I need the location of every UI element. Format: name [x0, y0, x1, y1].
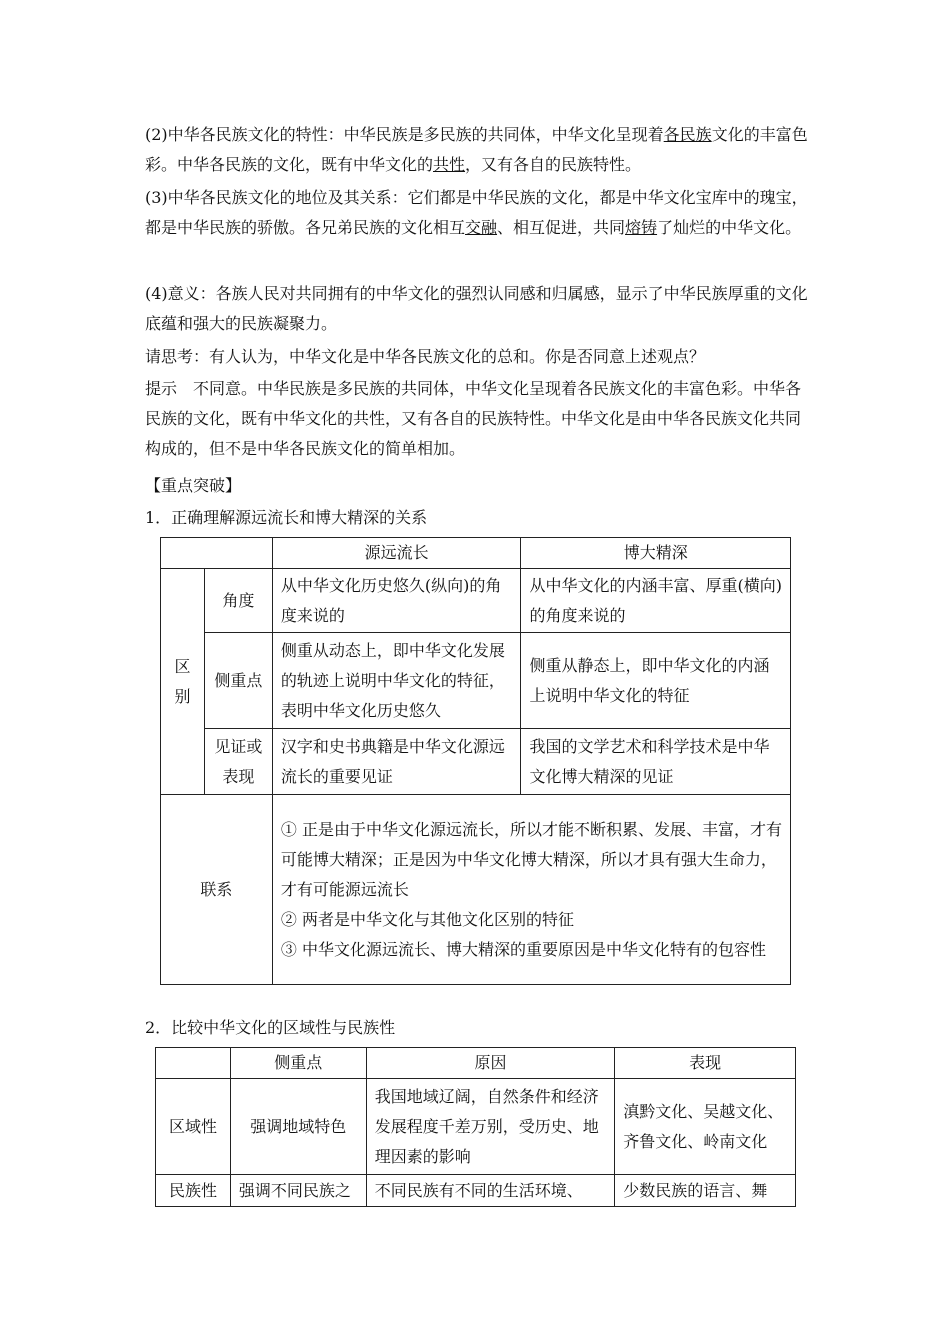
- row-label: 联系: [161, 795, 273, 985]
- table-cell: 少数民族的语言、舞: [615, 1175, 796, 1207]
- header-cell: 表现: [615, 1048, 796, 1079]
- link-cell: [272, 795, 790, 985]
- hint-paragraph: 提示 不同意。中华民族是多民族的共同体，中华文化呈现着各民族文化的丰富色彩。中华各民族的文化，既有中华文化的共性，又有各自的民族特性。中华文化是由中华各民族文化共同构成的，但不是中华各民族文化的简单相加。: [145, 379, 802, 458]
- row-label: 民族性: [156, 1175, 231, 1207]
- row-label: 角度: [204, 569, 272, 633]
- paragraph-status: [145, 183, 813, 243]
- table-row: [161, 569, 791, 633]
- group-label-char: 别: [174, 686, 191, 706]
- paragraph-significance: (4)意义：各族人民对共同拥有的中华文化的强烈认同感和归属感，显示了中华民族厚重的文化底蕴和强大的民族凝聚力。: [145, 284, 808, 333]
- table-cell: 汉字和史书典籍是中华文化源远流长的重要见证: [272, 729, 521, 795]
- table-cell: 不同民族有不同的生活环境、: [366, 1175, 615, 1207]
- link-item: ① 正是由于中华文化源远流长，所以才能不断积累、发展、丰富，才有可能博大精深；正是因为中华文化博大精深，所以才具有强大生命力，才有可能源远流长: [280, 819, 782, 899]
- table1-title: 1．正确理解源远流长和博大精深的关系: [145, 508, 428, 527]
- row-label: 区域性: [156, 1079, 231, 1175]
- header-cell: 博大精深: [521, 538, 791, 569]
- text-segment: ，又有各自的民族特性。: [465, 155, 642, 174]
- header-cell: 源远流长: [272, 538, 521, 569]
- table-header-row: [161, 538, 791, 569]
- empty-header-cell: [161, 538, 273, 569]
- row-label-line: 表现: [222, 766, 255, 786]
- link-item: ③ 中华文化源远流长、博大精深的重要原因是中华文化特有的包容性: [280, 939, 766, 959]
- table-row: [161, 633, 791, 729]
- table-header-row: [156, 1048, 796, 1079]
- row-label-line: 见证或: [214, 736, 263, 756]
- table-cell: 侧重从静态上，即中华文化的内涵上说明中华文化的特征: [521, 633, 791, 729]
- table-cell: 从中华文化的内涵丰富、厚重(横向)的角度来说的: [521, 569, 791, 633]
- paragraph-characteristics: [145, 120, 813, 180]
- think-question: 请思考：有人认为，中华文化是中华各民族文化的总和。你是否同意上述观点？: [145, 347, 706, 366]
- underlined-term: 熔铸: [625, 218, 658, 237]
- table-row: [156, 1175, 796, 1207]
- table-row: [156, 1079, 796, 1175]
- table-cell: 我国地域辽阔，自然条件和经济发展程度千差万别，受历史、地理因素的影响: [366, 1079, 615, 1175]
- underlined-term: 共性: [433, 155, 466, 174]
- row-label: [204, 729, 272, 795]
- group-label-char: 区: [174, 656, 191, 676]
- underlined-term: 交融: [465, 218, 498, 237]
- table-cell: 侧重从动态上，即中华文化发展的轨迹上说明中华文化的特征，表明中华文化历史悠久: [272, 633, 521, 729]
- text-segment: 文化的丰富色彩。中华各民族的文化，既有中华文化的: [145, 125, 808, 174]
- table-cell: 我国的文学艺术和科学技术是中华文化博大精深的见证: [521, 729, 791, 795]
- comparison-table: [155, 1047, 796, 1207]
- table-cell: 滇黔文化、吴越文化、齐鲁文化、岭南文化: [615, 1079, 796, 1175]
- text-segment: (3)中华各民族文化的地位及其关系：它们都是中华民族的文化，都是中华文化宝库中的瑰宝，都是中华民族的骄傲。各兄弟民族的文化相互: [145, 188, 808, 237]
- table-cell: 从中华文化历史悠久(纵向)的角度来说的: [272, 569, 521, 633]
- relationship-table: [160, 537, 791, 985]
- empty-header-cell: [156, 1048, 231, 1079]
- link-item: ② 两者是中华文化与其他文化区别的特征: [280, 909, 574, 929]
- group-label-difference: [161, 569, 205, 795]
- section-heading: 【重点突破】: [145, 476, 242, 495]
- text-segment: 了灿烂的中华文化。: [657, 218, 802, 237]
- table-cell: 强调地域特色: [230, 1079, 366, 1175]
- header-cell: 原因: [366, 1048, 615, 1079]
- text-segment: (2)中华各民族文化的特性：中华民族是多民族的共同体，中华文化呈现着: [145, 125, 664, 144]
- table2-title: 2．比较中华文化的区域性与民族性: [145, 1018, 396, 1037]
- header-cell: 侧重点: [230, 1048, 366, 1079]
- underlined-term: 各民族: [663, 125, 712, 144]
- table-cell: 强调不同民族之: [230, 1175, 366, 1207]
- text-segment: 、相互促进，共同: [497, 218, 626, 237]
- row-label: 侧重点: [204, 633, 272, 729]
- table-row: [161, 729, 791, 795]
- table-row-link: [161, 795, 791, 985]
